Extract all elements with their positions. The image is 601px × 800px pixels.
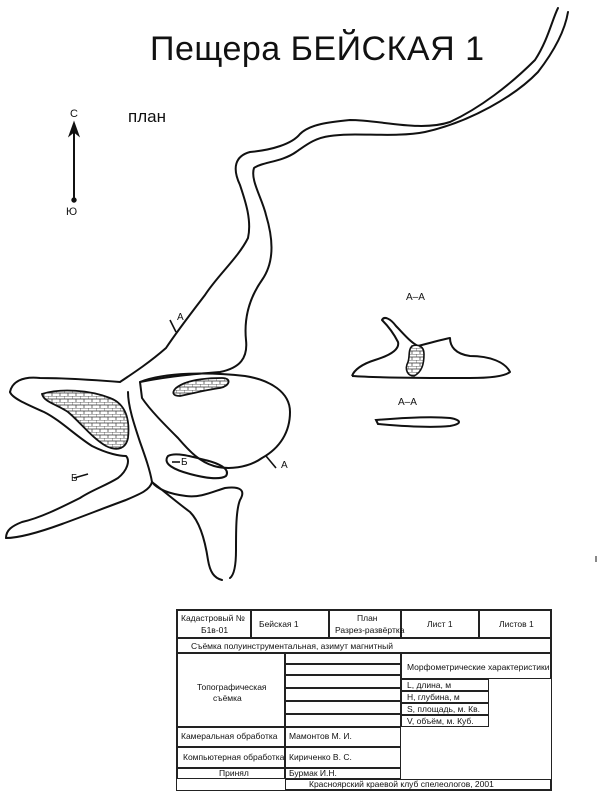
plan-label: план [128,107,166,126]
stamp-cave-name: Бейская 1 [259,619,299,629]
stamp-club: Красноярский краевой клуб спелеологов, 2001 [309,779,494,789]
section-a-a-fill [406,345,424,376]
stamp-cell-blank [285,675,401,688]
stamp-survey: Съёмка полуинструментальная, азимут магнитный [191,641,393,651]
stamp-cameral: Камеральная обработка [181,731,278,741]
rock-pillar-center [173,378,228,396]
stamp-cell-blank [285,688,401,701]
section-mark-a-left: А [177,312,184,323]
stamp-length: L, длина, м [407,680,452,690]
stamp-sheet: Лист 1 [427,619,453,629]
stamp-cell-blank [285,664,401,675]
stamp-volume: V, объём, м. Куб. [407,716,474,726]
stamp-morph: Морфометрические характеристики [407,662,550,672]
stamp-cell-blank [285,714,401,727]
section-mark-b-left: Б [71,473,78,484]
section-a-a-lower-label: А–А [398,397,417,408]
north-arrow-icon [69,122,79,202]
stamp-plan-type: План [357,613,378,623]
section-mark-a-right: А [281,460,288,471]
stamp-accepted-name: Бурмак И.Н. [289,768,337,778]
stamp-cell-blank [285,701,401,714]
cave-plan-outline [6,8,568,580]
stamp-topo: Топографическая [197,682,267,692]
stamp-topo2: съёмка [213,693,242,703]
stamp-accepted: Принял [219,768,249,778]
section-mark-b-right: Б [181,457,188,468]
stamp-cell-blank [285,653,401,664]
compass-north-label: С [70,108,78,120]
stamp-cadastral: Кадастровый № [181,613,245,623]
stamp-area: S, площадь, м. Кв. [407,704,481,714]
compass-south-label: Ю [66,206,78,218]
section-a-a-upper-label: А–А [406,292,425,303]
stamp-plan-type2: Разрез-развёртка [335,625,405,635]
stamp-cadastral-no: Б1в-01 [201,625,229,635]
stamp-computer-name: Кириченко В. С. [289,752,352,762]
stamp-cameral-name: Мамонтов М. И. [289,731,352,741]
page-title: Пещера БЕЙСКАЯ 1 [150,30,485,68]
stamp-sheets: Листов 1 [499,619,534,629]
section-a-a-lower [376,417,459,427]
section-a-a-upper [352,318,510,378]
stamp-depth: H, глубина, м [407,692,460,702]
title-block-stamp [176,609,552,791]
stamp-computer: Компьютерная обработка [183,752,285,762]
